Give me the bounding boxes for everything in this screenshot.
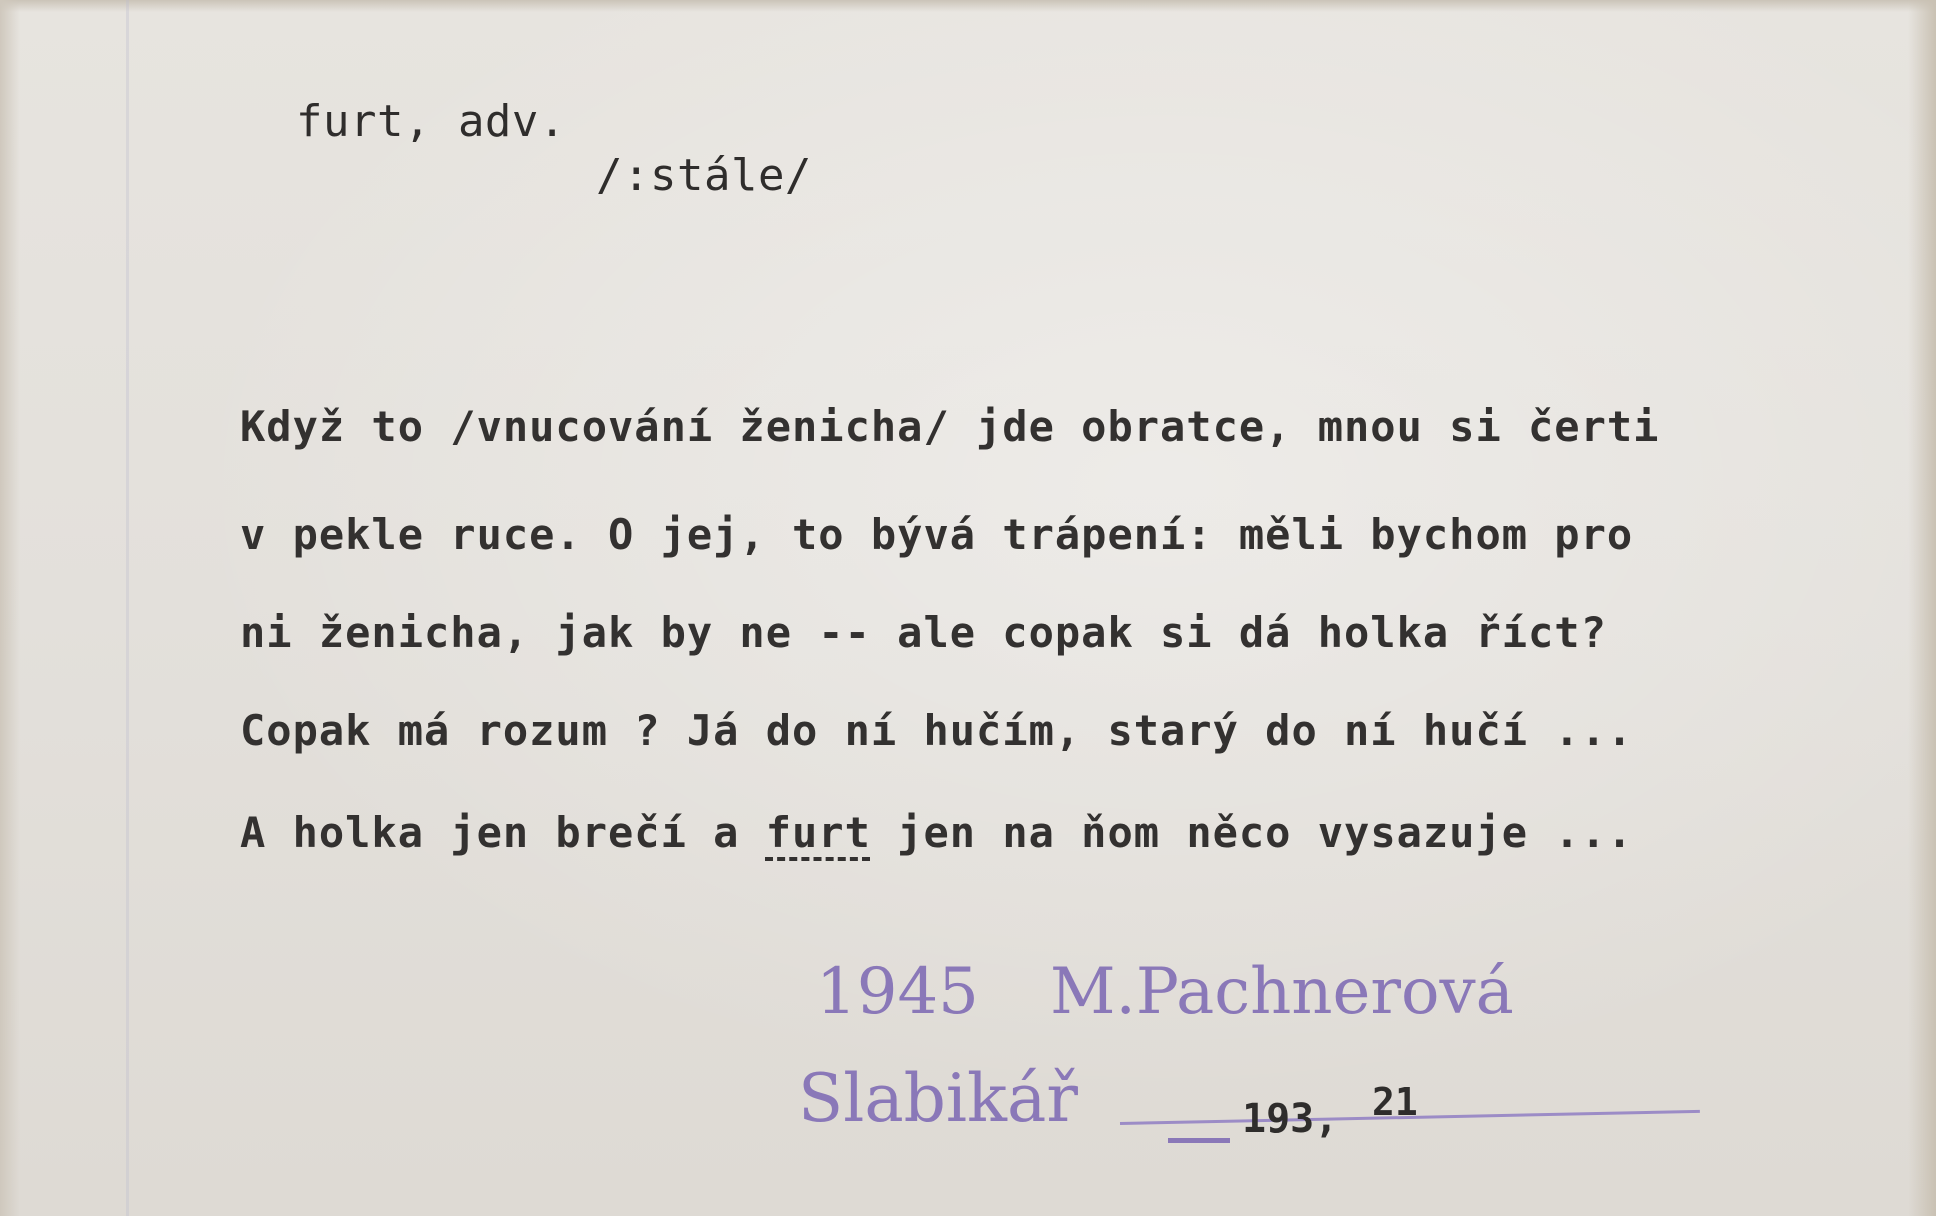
stamp-author: M.Pachnerová xyxy=(1050,955,1514,1029)
page-number: 21 xyxy=(1372,1080,1418,1124)
quote-line-2: v pekle ruce. O jej, to bývá trápení: měli bychom pro xyxy=(240,510,1634,559)
quote-line-5-after: jen na ňom něco vysazuje ... xyxy=(870,808,1634,857)
quote-line-5-before: A holka jen brečí a xyxy=(240,808,766,857)
quote-line-5 xyxy=(240,808,1633,857)
card-right-edge xyxy=(1908,0,1936,1216)
stamp-source: Slabikář xyxy=(798,1060,1078,1137)
card-margin-rule xyxy=(126,0,129,1216)
quote-line-4: Copak má rozum ? Já do ní hučím, starý do ní hučí ... xyxy=(240,706,1634,755)
stamp-dash xyxy=(1168,1138,1230,1143)
headword: furt, adv. xyxy=(296,96,566,147)
page-reference: 193, xyxy=(1242,1096,1339,1142)
keyword-furt: furt xyxy=(765,808,871,857)
stamp-year: 1945 xyxy=(816,955,979,1029)
quote-line-1: Když to /vnucování ženicha/ jde obratce, mnou si čerti xyxy=(240,402,1660,451)
gloss: /:stále/ xyxy=(596,150,812,201)
card-top-edge xyxy=(0,0,1936,12)
quote-line-3: ni ženicha, jak by ne -- ale copak si dá holka říct? xyxy=(240,608,1607,657)
card-left-edge xyxy=(0,0,20,1216)
